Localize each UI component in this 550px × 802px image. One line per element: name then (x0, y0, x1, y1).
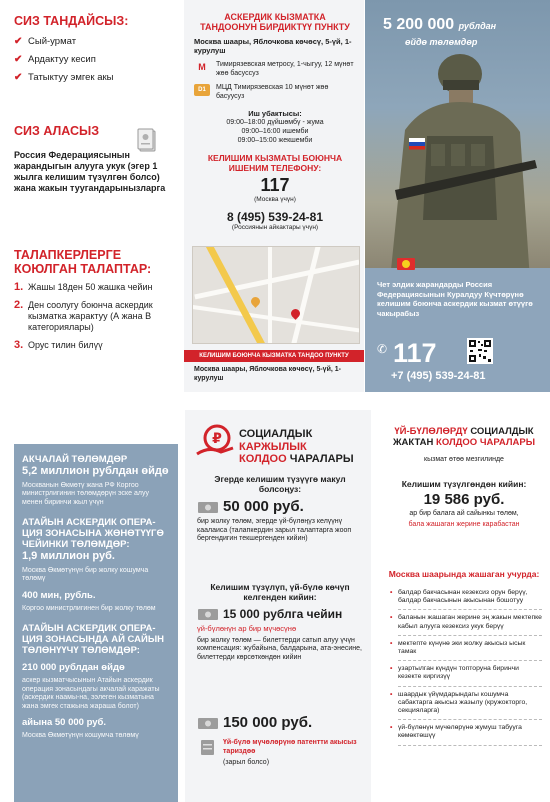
list-item: • шаардык үйүмдарындагы кошумча сабактарга акысыз жазылу (кружокторго, секцияларга) (392, 691, 542, 716)
point-address: Москва шаары, Яблочкова көчөсү, 5-үй, 1-курулуш (194, 37, 352, 55)
choice-section (14, 14, 177, 90)
support-card-3: 150 000 руб. Үй-бүлө мүчөлөрүнө патентти акысыз тариздөө (зарыл болсо) (197, 710, 363, 768)
support-title: СОЦИАЛДЫК КАРЖЫЛЫК КОЛДОО ЧАРАЛАРЫ (239, 428, 354, 465)
cover-column: 5 200 000 рублдан өйдө төлөмдөр Чет элдик жарандарды Россия Федерациясынын Куралдуу Күчтөрүнө келишим боюнча аскердик кызмат өтүүгө чакырабыз ✆ 117 +7 (495) 539-24-81 (365, 0, 550, 392)
support-column (185, 410, 371, 802)
call-long-number: +7 (495) 539-24-81 (391, 370, 486, 382)
amount-50000: 50 000 руб. (223, 498, 304, 515)
ruble-hand-icon (195, 424, 235, 460)
requirements-section (14, 248, 177, 358)
mcd-icon: D1 (194, 84, 210, 96)
contact-column (184, 0, 364, 392)
choice-title: СИЗ ТАНДАЙСЫЗ: (14, 14, 129, 28)
family-column: ҮЙ-БҮЛӨЛӨРДҮ СОЦИАЛДЫК ЖАКТАН КОЛДОО ЧАРАЛАРЫ кызмат өтөө мезгилинде Келишим түзүлгөндөн кийин: 19 586 руб. ар бир балага ай сайынкы төлөм, бала жашаган жерине карабастан Москва шаарында жашаган учурда: • балдар бакчасынан кезексиз орун берүү, балдар бакчасынын акысынан бошотуу • баланын жашаган жерине эң жакын мектепке кабыл алууга кезексиз укук берүү • мектепте күнүнө эки жолку акысыз ысык тамак • узартылган күндүн топторуна биринчи кезекте киргизүү • шаардык үйүмдарындагы кошумча сабактарга акысыз жазылу (кружокторго, секцияларга) • үй-бүлөнүн мүчөлөрүнө жумуш табууга көмөктөшүү (378, 410, 550, 802)
receive-title: СИЗ АЛАСЫЗ (14, 124, 100, 138)
moscow-benefits-title: Москва шаарында жашаган учурда: (388, 569, 540, 579)
family-title: ҮЙ-БҮЛӨЛӨРДҮ СОЦИАЛДЫК ЖАКТАН КОЛДОО ЧАРАЛАРЫ (392, 426, 536, 448)
requirements-title: ТАЛАПКЕРЛЕРГЕ КОЮЛГАН ТАЛАПТАР: (14, 248, 152, 276)
check-icon: ✔ (14, 72, 23, 83)
point-title: АСКЕРДИК КЫЗМАТКА ТАНДООНУН БИРДИКТҮҮ ПУНКТУ (200, 12, 350, 32)
selection-point: АСКЕРДИК КЫЗМАТКА ТАНДООНУН БИРДИКТҮҮ ПУНКТУ Москва шаары, Яблочкова көчөсү, 5-үй, 1-курулуш М Тимирязевская метросу, 1-чыгуу, 12 мүнөт жөө басуссуз D1 МЦД Тимирязевская 10 мүнөт жөө басуусуз Иш убактысы: 09:00–18:00 дүйшөмбү - жума 09:00–16:00 ишемби 09:00–15:00 жекшемби КЕЛИШИМ КЫЗМАТЫ БОЮНЧА ИШЕНИМ ТЕЛЕФОНУ: 117 (Москва үчүн) 8 (495) 539-24-81 (Россиянын айкактары үчүн) (194, 12, 356, 232)
amount-150000: 150 000 руб. (223, 714, 313, 731)
list-item: • узартылган күндүн топторуна биринчи кезекте киргизүү (392, 665, 542, 681)
receive-text: Россия Федерациясынын жарандыгын алууга укук (эгер 1 жылга келишим түзүлгөн болсо) жана жакын туугандарынызларга (14, 150, 166, 193)
check-icon: ✔ (14, 36, 23, 47)
soldier-illustration (365, 40, 550, 280)
choice-list (14, 36, 177, 83)
top-spread (0, 0, 550, 392)
hotline-title: КЕЛИШИМ КЫЗМАТЫ БОЮНЧА ИШЕНИМ ТЕЛЕФОНУ: (207, 153, 343, 173)
requirements-list (14, 282, 177, 351)
payments-title: АКЧАЛАЙ ТӨЛӨМДӨР (22, 454, 128, 465)
payment-headline: 5 200 000 рублдан (383, 16, 497, 33)
banknote-icon (197, 499, 219, 515)
phone-icon: ✆ (377, 342, 388, 356)
location-map (192, 246, 360, 344)
payments-column: АКЧАЛАЙ ТӨЛӨМДӨР 5,2 миллион рублдан өйдө Москванын Өкмөтү жана РФ Коргоо министрлигинин төлөмдөрүн эске алуу менен биринчи жыл үчүн АТАЙЫН АСКЕРДИК ОПЕРА-ЦИЯ ЗОНАСЫНА ЖӨНӨТҮҮГӨ ЧЕЙИНКИ ТӨЛӨМДӨР: 1,9 миллион руб. Москва Өкмөтүнүн бир жолку кошумча төлөмү 400 мин, рубль. Коргоо министрлигинен бир жолку төлөм АТАЙЫН АСКЕРДИК ОПЕРА-ЦИЯ ЗОНАСЫНДА АЙ САЙЫН ТӨЛӨНҮҮЧҮ ТӨЛӨМДӨР: 210 000 рублдан өйдө аскер кызматчысынын Атайын аскердик операция зонасындагы акчалай каражаты (аскердик наамы-на, ээлеген кызматына жана эмгек стажына жараша болот) айына 50 000 руб. Москва Өкмөтүнүн кошумча төлөмү (14, 444, 178, 802)
selection-strip: КЕЛИШИМ БОЮНЧА КЫЗМАТКА ТАНДОО ПУНКТУ (184, 350, 364, 362)
call-text: Чет элдик жарандарды Россия Федерациясынын Куралдуу Күчтөрүнө келишим боюнча аскердик кызмат өтүүгө чакырабыз (377, 280, 533, 318)
svg-text:₽: ₽ (212, 431, 222, 447)
kyrgyz-flag-icon (397, 258, 415, 270)
list-item: ✔ Сый-урмат (14, 36, 77, 47)
mcd-info: D1 МЦД Тимирязевская 10 мүнөт жөө басуусуз (194, 84, 356, 101)
amount-15000: 15 000 рублга чейин (223, 607, 343, 621)
list-item: • мектепте күнүнө эки жолку акысыз ысык тамак (392, 640, 542, 656)
list-item: 1. Жашы 18ден 50 жашка чейин (14, 281, 153, 293)
call-short-number: 117 (393, 338, 437, 368)
banknote-icon (197, 606, 219, 622)
moscow-benefits-list (392, 589, 542, 741)
check-icon: ✔ (14, 54, 23, 65)
support-card-2: Келишим түзүлүп, үй-бүлө көчүп келгенден кийин: 15 000 рублга чейин үй-бүлөнүн ар бир мүчөсүнө бир жолку төлөм — билеттерди сатып алуу үчүн компенсация: жубайына, балдарына, ата-энесине, билеттерди көрсөткөндөн кийин (197, 582, 362, 661)
metro-info: М Тимирязевская метросу, 1-чыгуу, 12 мүнөт жөө басуссуз (194, 61, 356, 78)
pre-deployment-title: АТАЙЫН АСКЕРДИК ОПЕРА-ЦИЯ ЗОНАСЫНА ЖӨНӨТҮҮГӨ ЧЕЙИНКИ ТӨЛӨМДӨР: (22, 517, 164, 550)
list-item: ✔ Ардактуу кесип (14, 54, 96, 65)
list-item: 3. Орус тилин билүү (14, 339, 103, 351)
support-card-1: Эгерде келишим түзүүгө макул болсоңуз: 50 000 руб. бир жолку төлөм, эгерде үй-бүлөңүз келүүнү каалаиса (талапкердин зарыл талаптарга жооп бергендигин текшергенден кийин) (197, 474, 352, 542)
receive-section (14, 124, 177, 194)
metro-pin-icon (249, 295, 262, 308)
call-panel (365, 268, 550, 392)
list-item: ✔ Татыктуу эмгек акы (14, 72, 114, 83)
working-hours: Иш убактысы: 09:00–18:00 дүйшөмбү - жума 09:00–16:00 ишемби 09:00–15:00 жекшемби (226, 109, 324, 144)
metro-icon: М (198, 62, 206, 72)
list-item: • үй-бүлөнүн мүчөлөрүнө жумуш табууга көмөктөшүү (392, 724, 542, 740)
list-item: • баланын жашаган жерине эң жакын мектепке кабыл алууга кезексиз укук берүү (392, 614, 542, 630)
document-icon (197, 739, 219, 755)
bottom-address: Москва шаары, Яблочкова көчөсү, 5-үй, 1-курулуш (194, 366, 341, 382)
hotline-long: 8 (495) 539-24-81 (226, 210, 324, 224)
choice-column (0, 0, 183, 392)
list-item: 2. Ден соолугу боюнча аскердик кызматка жарактуу (А жана В категориялары) (14, 299, 153, 332)
hotline-short: 117 (260, 175, 290, 195)
amount-19586: 19 586 руб. (423, 491, 505, 508)
qr-code-icon[interactable] (467, 338, 493, 364)
list-item: • балдар бакчасынан кезексиз орун берүү, балдар бакчасынын акысынан бошотуу (392, 589, 542, 605)
banknote-icon (197, 715, 219, 731)
monthly-title: АТАЙЫН АСКЕРДИК ОПЕРА-ЦИЯ ЗОНАСЫНДА АЙ САЙЫН ТӨЛӨНҮҮЧҮ ТӨЛӨМДӨР: (22, 623, 165, 656)
bottom-spread (0, 410, 550, 802)
